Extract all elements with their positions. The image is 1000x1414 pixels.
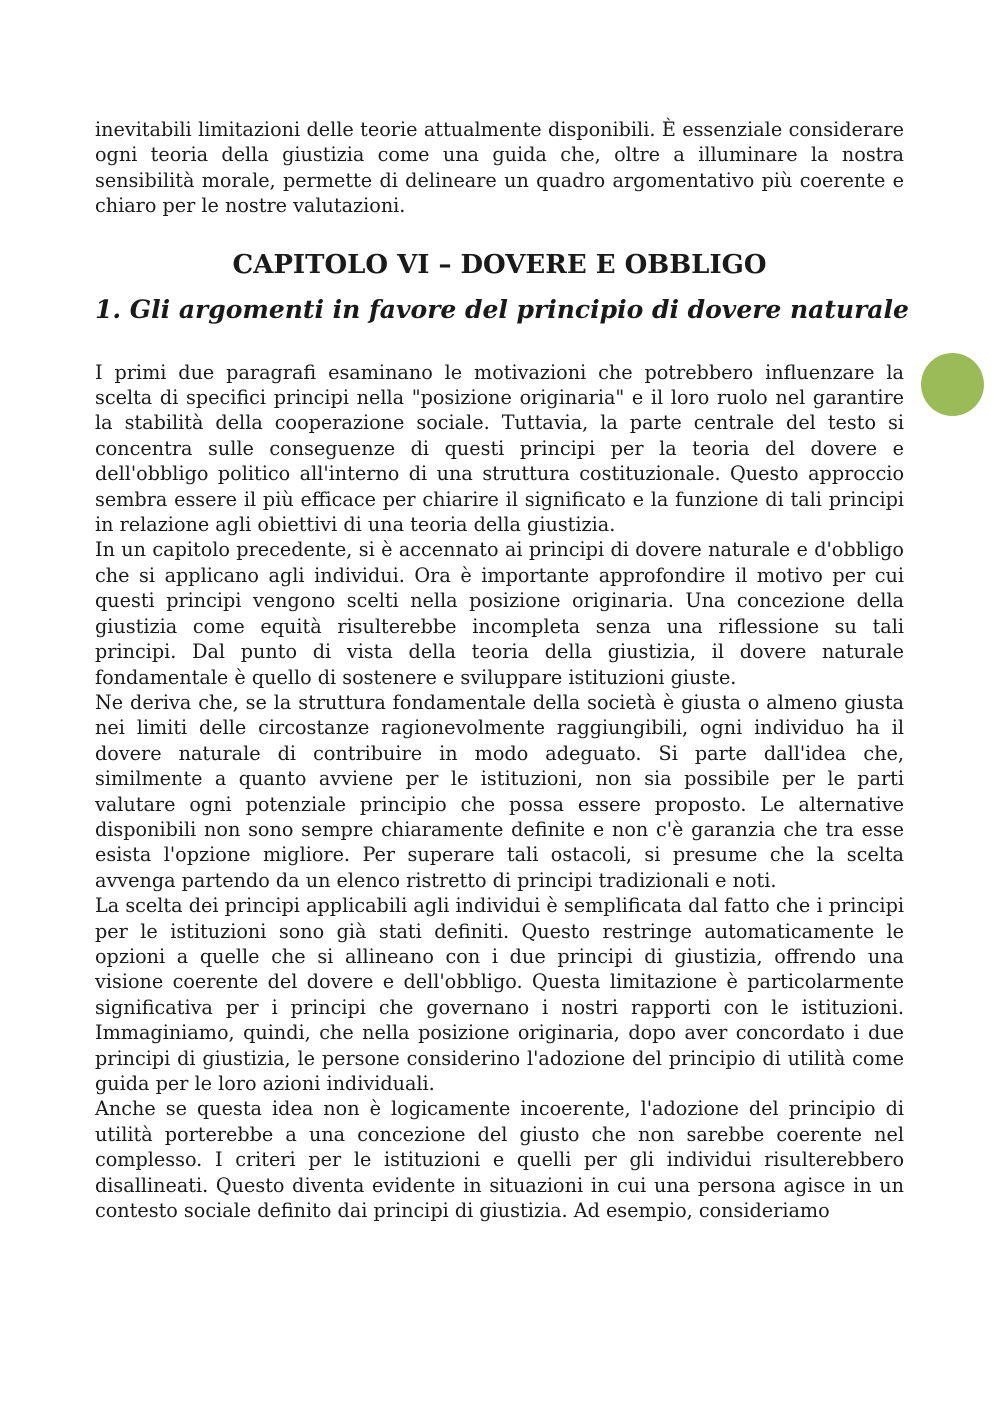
body-paragraph-3: Ne deriva che, se la struttura fondamentale della società è giusta o almeno giusta nei limiti delle circostanze ragionevolmente raggiungibili, ogni individuo ha il dovere naturale di contribuire in modo adeguato. Si parte dall'idea che, similmente a quanto avviene per le istituzioni, non sia possibile per le parti valutare ogni potenziale principio che possa essere proposto. Le alternative disponibili non sono sempre chiaramente definite e non c'è garanzia che tra esse esista l'opzione migliore. Per superare tali ostacoli, si presume che la scelta avvenga partendo da un elenco ristretto di principi tradizionali e noti. bbox=[95, 690, 904, 892]
intro-paragraph: inevitabili limitazioni delle teorie attualmente disponibili. È essenziale considerare ogni teoria della giustizia come una guida che, oltre a illuminare la nostra sensibilità morale, permette di delineare un quadro argomentativo più coerente e chiaro per le nostre valutazioni. bbox=[95, 118, 904, 218]
green-circle-marker bbox=[921, 353, 984, 416]
section-body bbox=[95, 360, 904, 1224]
chapter-title: CAPITOLO VI – DOVERE E OBBLIGO bbox=[232, 249, 767, 280]
body-paragraph-2: In un capitolo precedente, si è accennato ai principi di dovere naturale e d'obbligo che si applicano agli individui. Ora è importante approfondire il motivo per cui questi principi vengono scelti nella posizione originaria. Una concezione della giustizia come equità risulterebbe incompleta senza una riflessione su tali principi. Dal punto di vista della teoria della giustizia, il dovere naturale fondamentale è quello di sostenere e sviluppare istituzioni giuste. bbox=[95, 538, 904, 689]
body-paragraph-4: La scelta dei principi applicabili agli individui è semplificata dal fatto che i principi per le istituzioni sono già stati definiti. Questo restringe automaticamente le opzioni a quelle che si allineano con i due principi di giustizia, offrendo una visione coerente del dovere e dell'obbligo. Questa limitazione è particolarmente significativa per i principi che governano i nostri rapporti con le istituzioni. Immaginiamo, quindi, che nella posizione originaria, dopo aver concordato i due principi di giustizia, le persone considerino l'adozione del principio di utilità come guida per le loro azioni individuali. bbox=[95, 894, 904, 1095]
page-content bbox=[95, 117, 909, 1223]
body-paragraph-5: Anche se questa idea non è logicamente incoerente, l'adozione del principio di utilità porterebbe a una concezione del giusto che non sarebbe coerente nel complesso. I criteri per le istituzioni e quelli per gli individui risulterebbero disallineati. Questo diventa evidente in situazioni in cui una persona agisce in un contesto sociale definito dai principi di giustizia. Ad esempio, consideriamo bbox=[95, 1097, 904, 1223]
body-paragraph-1: I primi due paragrafi esaminano le motivazioni che potrebbero influenzare la scelta di specifici principi nella "posizione originaria" e il loro ruolo nel garantire la stabilità della cooperazione sociale. Tuttavia, la parte centrale del testo si concentra sulle conseguenze di questi principi per la teoria del dovere e dell'obbligo politico all'interno di una struttura costituzionale. Questo approccio sembra essere il più efficace per chiarire il significato e la funzione di tali principi in relazione agli obiettivi di una teoria della giustizia. bbox=[95, 360, 904, 537]
section-title: 1. Gli argomenti in favore del principio di dovere naturale bbox=[95, 294, 909, 324]
